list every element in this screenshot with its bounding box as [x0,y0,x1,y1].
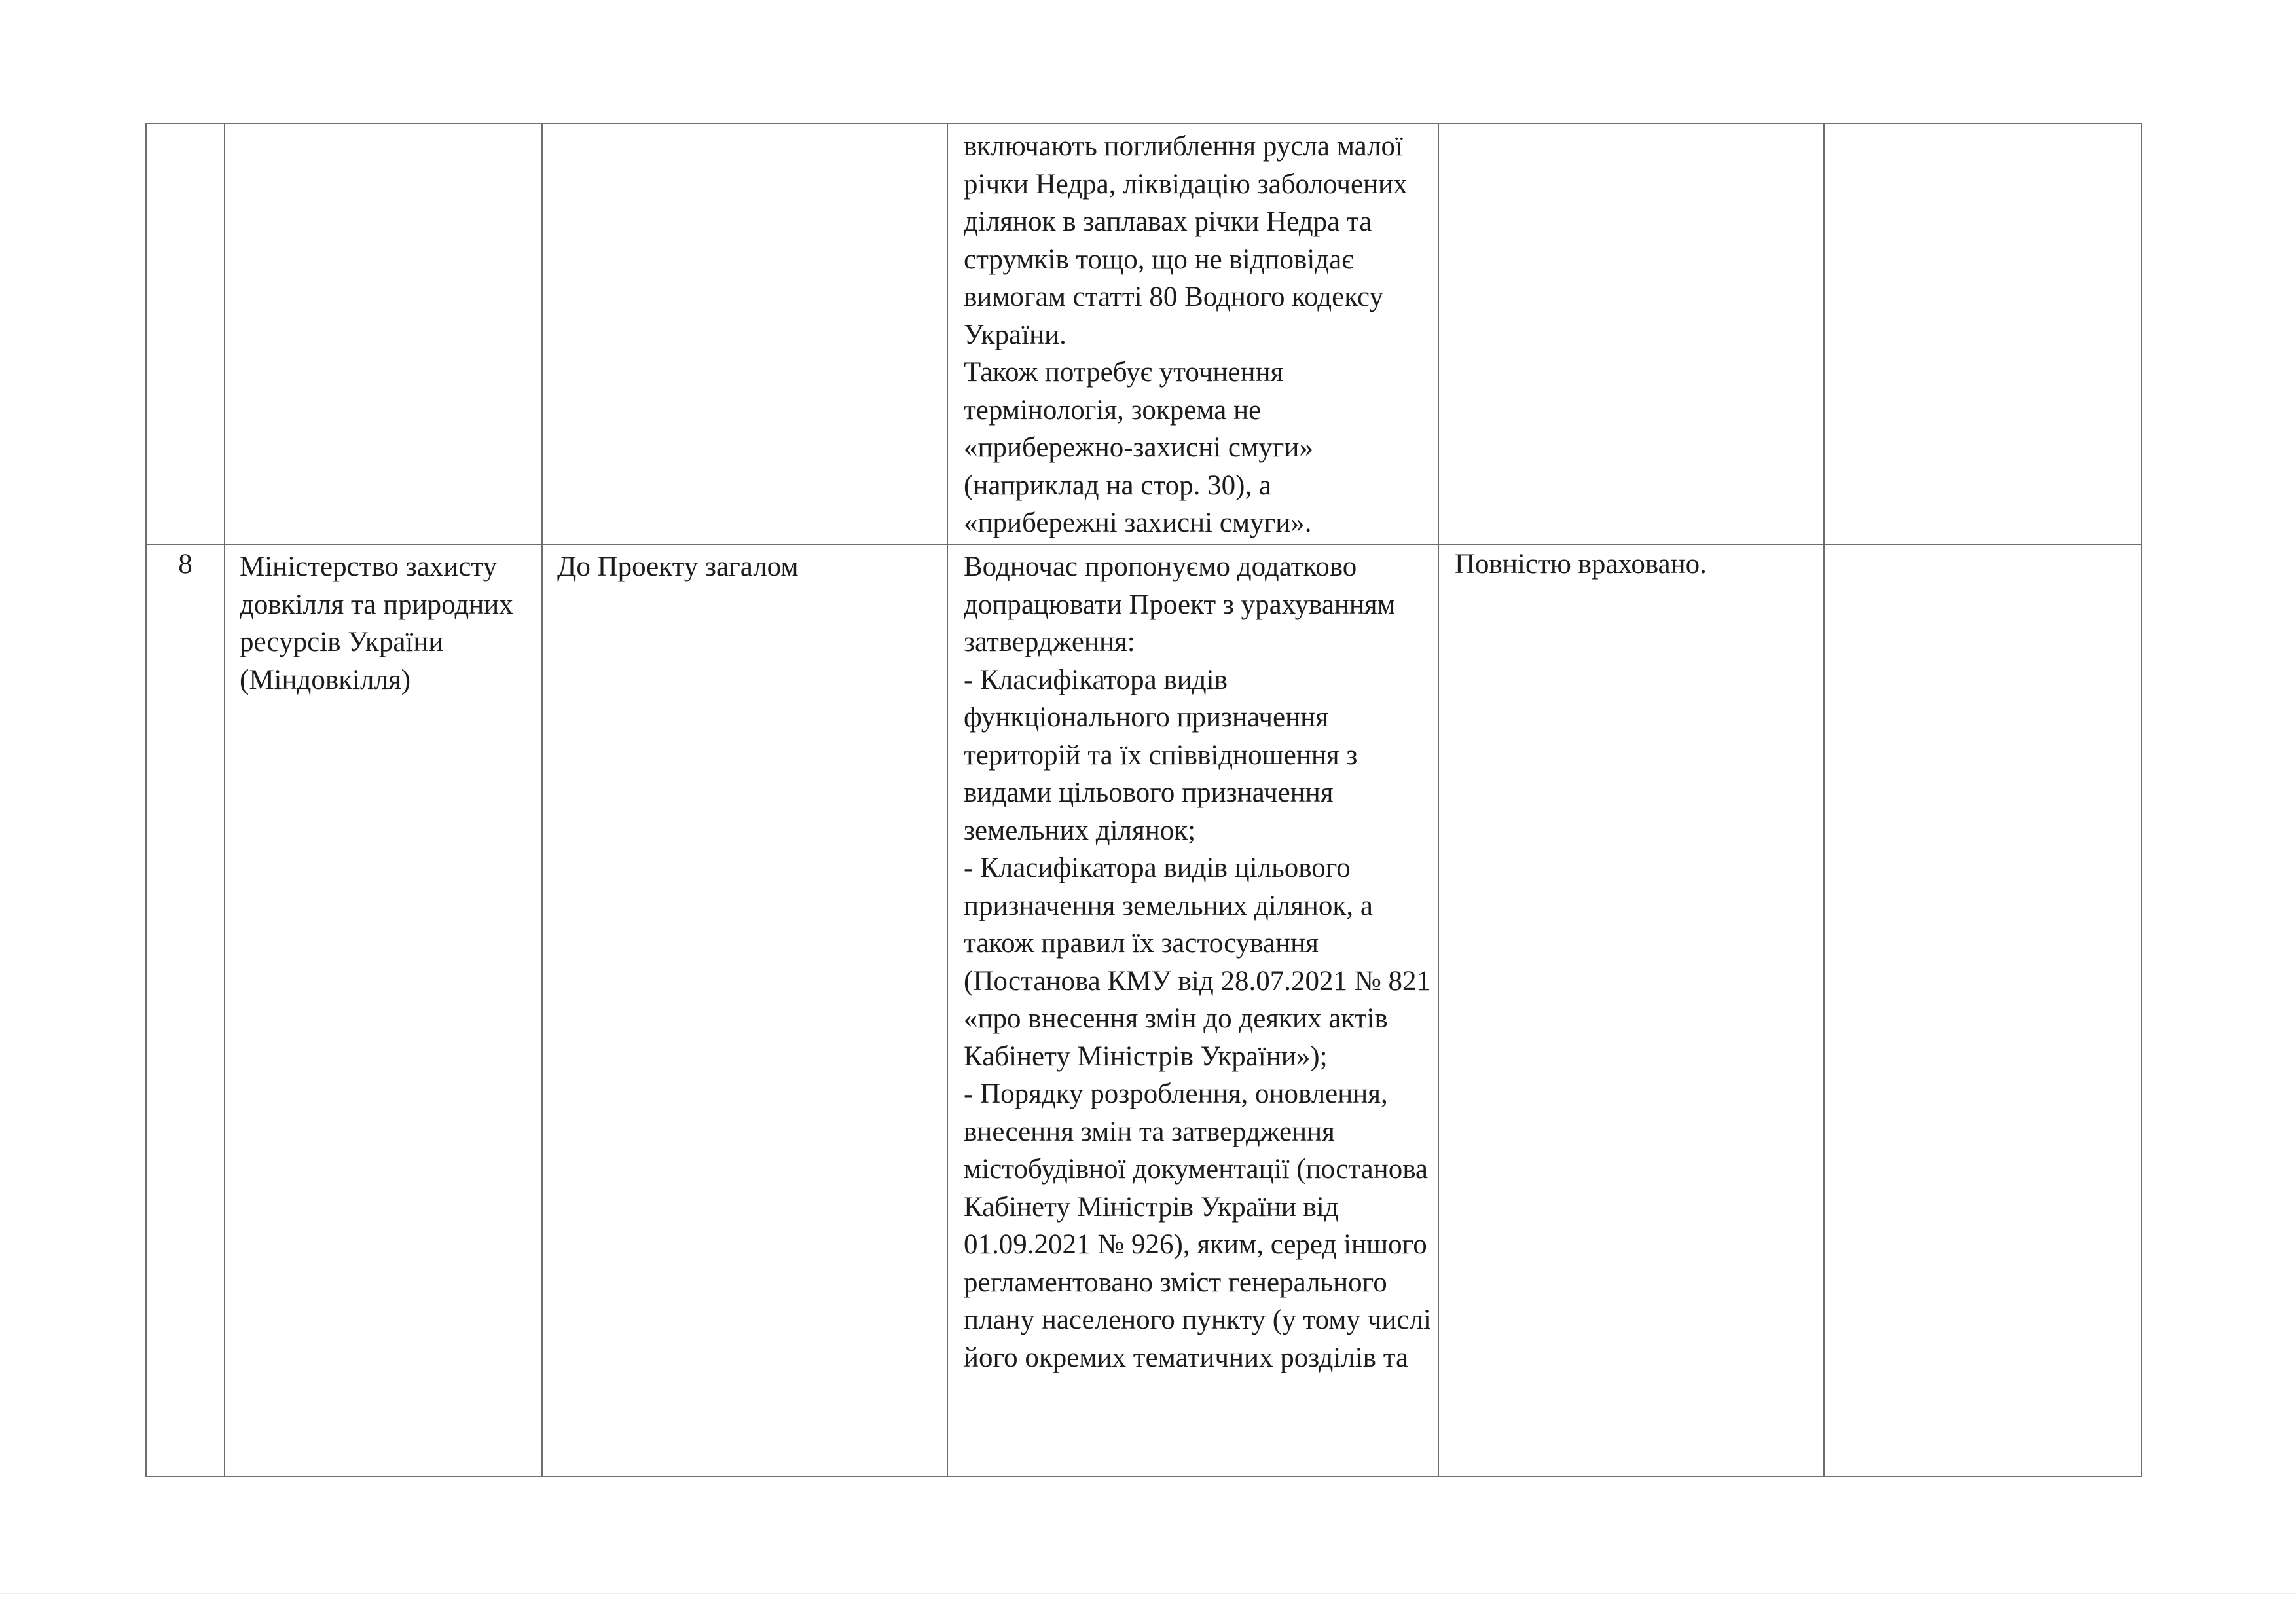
page-bottom-divider [0,1593,2296,1594]
table-row [146,545,2141,1477]
note-cell [1824,124,2141,545]
organization-name [225,124,541,128]
result-text: Повністю враховано. [1455,549,1707,580]
organization-cell [225,124,542,545]
proposal-cell [947,124,1438,545]
proposal-cell [947,545,1438,1477]
organization-cell [225,545,542,1477]
section-reference [543,124,947,128]
row-number [147,124,224,128]
note-text [1825,124,2141,128]
table-row [146,124,2141,545]
proposal-text: включають поглиблення русла малої річки Недра, ліквідацію заболочених ділянок в заплавах річки Недра та струмків тощо, що не відповідає вимогам статті 80 Водного кодексу України. Також потребує уточнення термінологія, зокрема не «прибережно-захисні смуги» (наприклад на стор. 30), а «прибережні захисні смуги». [964,131,1408,538]
comments-table [145,123,2142,1477]
proposal-text: Водночас пропонуємо додатково допрацювати Проект з урахуванням затвердження: - Класифікатора видів функціонального призначення територій та їх співвідношення з видами цільового призначення земельних ділянок; - Класифікатора видів цільового призначення земельних ділянок, а також правил їх застосування (Постанова КМУ від 28.07.2021 № 821 «про внесення змін до деяких актів Кабінету Міністрів України»); - Порядку розроблення, оновлення, внесення змін та затвердження містобудівної документації (постанова Кабінету Міністрів України від 01.09.2021 № 926), яким, серед іншого регламентовано зміст генерального плану населеного пункту (у тому числі його окремих тематичних розділів та [964,551,1431,1373]
result-cell [1438,545,1824,1477]
note-text [1825,545,2141,548]
row-number-cell [146,545,225,1477]
section-reference: До Проекту загалом [557,551,799,582]
section-cell [542,124,947,545]
organization-name: Міністерство захисту довкілля та природних ресурсів України (Міндовкілля) [240,551,513,695]
result-cell [1438,124,1824,545]
row-number: 8 [178,549,192,580]
result-text [1439,124,1823,128]
row-number-cell [146,124,225,545]
note-cell [1824,545,2141,1477]
section-cell [542,545,947,1477]
